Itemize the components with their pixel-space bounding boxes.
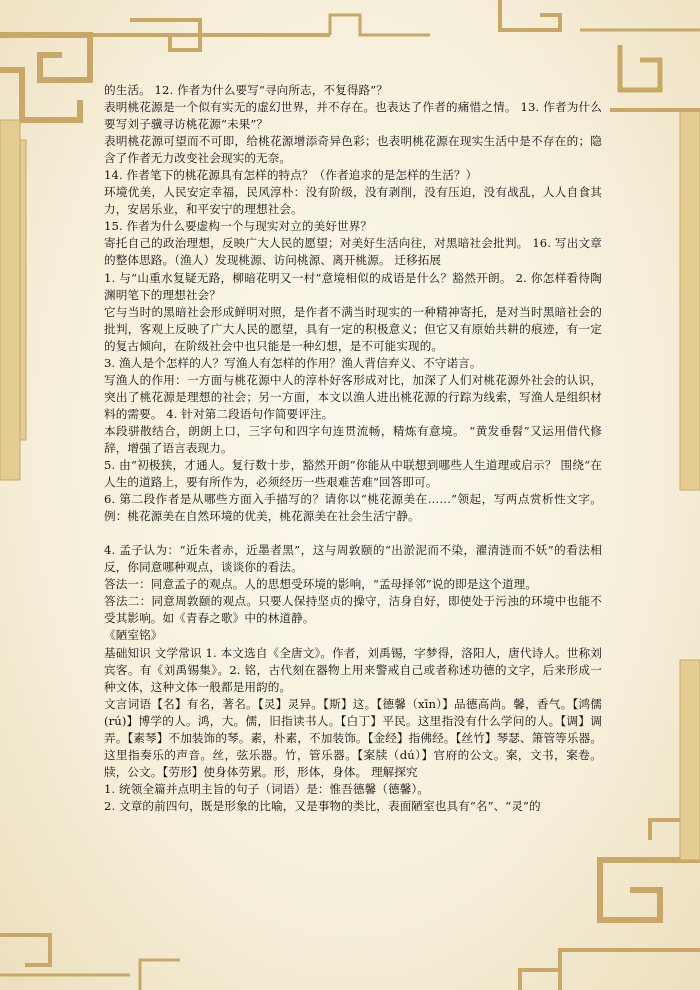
- paragraph: 2. 文章的前四句，既是形象的比喻，又是事物的类比，表面陋室也具有“名”、“灵”的: [104, 798, 541, 813]
- paragraph: 3. 渔人是个怎样的人？写渔人有怎样的作用？渔人背信弃义、不守诺言。: [104, 355, 482, 370]
- paragraph: 基础知识 文学常识 1. 本文选自《全唐文》。作者，刘禹锡，字梦得，洛阳人，唐代诗人。世称刘宾客。有《刘禹锡集》。2. 铭，古代刻在器物上用来警戒自己或者称述功德的文字，后来形成一种文体，这种文体一般都是用韵的。: [104, 645, 602, 694]
- paragraph: 6. 第二段作者是从哪些方面入手描写的？请你以“桃花源美在……”领起，写两点赏析性文字。 例：桃花源美在自然环境的优美，桃花源美在社会生活宁静。: [104, 492, 602, 524]
- paragraph: 14. 作者笔下的桃花源具有怎样的特点？（作者追求的是怎样的生活？）: [104, 168, 478, 183]
- document-body: [104, 82, 602, 815]
- blank-line: [104, 525, 602, 542]
- paragraph: 表明桃花源是一个似有实无的虚幻世界，并不存在。也表达了作者的痛惜之情。 13. 作者为什么要写刘子骥寻访桃花源“未果”？: [104, 100, 602, 132]
- paragraph: 15. 作者为什么要虚构一个与现实对立的美好世界？: [104, 219, 373, 234]
- paragraph: 答法一：同意孟子的观点。人的思想受环境的影响，“孟母择邻”说的即是这个道理。: [104, 577, 538, 592]
- paragraph: 1. 与“山重水复疑无路，柳暗花明又一村”意境相似的成语是什么？豁然开朗。 2. 你怎样看待陶渊明笔下的理想社会？: [104, 270, 602, 302]
- paragraph: 环境优美，人民安定幸福，民风淳朴：没有阶级，没有剥削，没有压迫，没有战乱，人人自食其力，安居乐业，和平安宁的理想社会。: [104, 185, 602, 217]
- paragraph: 写渔人的作用：一方面与桃花源中人的淳朴好客形成对比，加深了人们对桃花源外社会的认识，突出了桃花源是理想的社会；另一方面，本文以渔人进出桃花源的行踪为线索，写渔人是组织材料的需要。 4. 针对第二段语句作简要评注。: [104, 372, 602, 421]
- section-title: 《陋室铭》: [104, 628, 163, 643]
- paragraph: 寄托自己的政治理想，反映广大人民的愿望；对美好生活向往，对黑暗社会批判。 16. 写出文章的整体思路。（渔人）发现桃源、访问桃源、离开桃源。 迁移拓展: [104, 236, 602, 268]
- paragraph: 1. 统领全篇并点明主旨的句子（词语）是：惟吾德馨（德馨）。: [104, 781, 429, 796]
- paragraph: 它与当时的黑暗社会形成鲜明对照，是作者不满当时现实的一种精神寄托，是对当时黑暗社会的批判，客观上反映了广大人民的愿望，具有一定的积极意义；但它又有原始共耕的痕迹，有一定的复古倾向，在阶级社会中也只能是一种幻想，是不可能实现的。: [104, 304, 602, 353]
- paragraph: 答法二：同意周敦颐的观点。只要人保持坚贞的操守，洁身自好，即使处于污浊的环境中也能不受其影响。如《青春之歌》中的林道静。: [104, 594, 602, 626]
- paragraph: 表明桃花源可望而不可即，给桃花源增添奇异色彩；也表明桃花源在现实生活中是不存在的；隐含了作者无力改变社会现实的无奈。: [104, 134, 602, 166]
- paragraph: 5. 由“初极狭，才通人。复行数十步，豁然开朗”你能从中联想到哪些人生道理或启示？ 围绕“在人生的道路上，要有所作为，必须经历一些艰难苦难”回答即可。: [104, 458, 602, 490]
- paragraph: 文言词语【名】有名，著名。【灵】灵异。【斯】这。【德馨（xīn）】品德高尚。馨，香气。【鸿儒(rú)】博学的人。鸿，大。儒，旧指读书人。【白丁】平民。这里指没有什么学问的人。【调】调弄。【素琴】不加装饰的琴。素，朴素，不加装饰。【金经】指佛经。【丝竹】琴瑟、箫管等乐器。这里指奏乐的声音。丝，弦乐器。竹，管乐器。【案牍（dú）】官府的公文。案，文书，案卷。牍，公文。【劳形】使身体劳累。形，形体，身体。 理解探究: [104, 696, 602, 779]
- paragraph: 本段骈散结合，朗朗上口，三字句和四字句连贯流畅，精炼有意境。 “黄发垂髫”又运用借代修辞，增强了语言表现力。: [104, 423, 602, 455]
- paragraph: 4. 孟子认为：“近朱者赤，近墨者黑”，这与周敦颐的“出淤泥而不染，濯清涟而不妖”的看法相反，你同意哪种观点，谈谈你的看法。: [104, 543, 602, 575]
- paragraph: 的生活。 12. 作者为什么要写“寻向所志，不复得路”？: [104, 83, 388, 97]
